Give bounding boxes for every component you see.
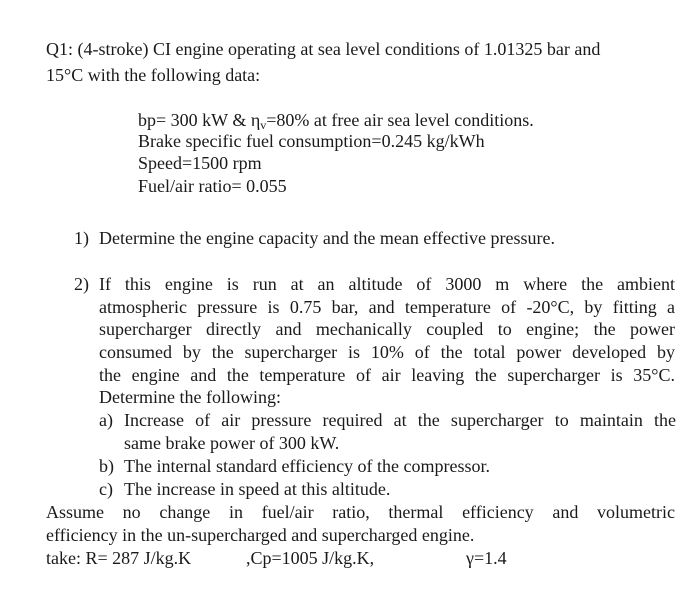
constants-gamma: γ=1.4 bbox=[466, 548, 507, 568]
part2-line-3: supercharger directly and mechanically coupled to engine; the power bbox=[99, 319, 675, 339]
sub-item-a-line-2: same brake power of 300 kW. bbox=[124, 433, 340, 453]
part2-line-1: If this engine is run at an altitude of 3000 m where the ambient bbox=[99, 274, 675, 294]
part2-line-6: Determine the following: bbox=[99, 387, 281, 407]
question-title-line-2: 15°C with the following data: bbox=[46, 65, 261, 85]
sub-item-a-line-1: Increase of air pressure required at the supercharger to maintain the bbox=[124, 410, 676, 430]
given-fuel-air-ratio: Fuel/air ratio= 0.055 bbox=[138, 176, 287, 196]
part1-text: Determine the engine capacity and the mean effective pressure. bbox=[99, 228, 555, 248]
part2-line-4: consumed by the supercharger is 10% of the total power developed by bbox=[99, 342, 675, 362]
given-speed: Speed=1500 rpm bbox=[138, 153, 262, 173]
sub-item-b-label: b) bbox=[99, 456, 114, 476]
constants-gas-constant: take: R= 287 J/kg.K bbox=[46, 548, 192, 568]
constants-cp: ,Cp=1005 J/kg.K, bbox=[246, 548, 375, 568]
question-title-line-1: Q1: (4-stroke) CI engine operating at sea level conditions of 1.01325 bar and bbox=[46, 39, 601, 59]
given-bsfc: Brake specific fuel consumption=0.245 kg/kWh bbox=[138, 131, 485, 151]
assumption-line-2: efficiency in the un-supercharged and supercharged engine. bbox=[46, 525, 475, 545]
part2-line-5: the engine and the temperature of air leaving the supercharger is 35°C. bbox=[99, 365, 675, 385]
part2-line-2: atmospheric pressure is 0.75 bar, and temperature of -20°C, by fitting a bbox=[99, 297, 675, 317]
part1-number: 1) bbox=[74, 228, 89, 248]
sub-item-c-line-1: The increase in speed at this altitude. bbox=[124, 479, 391, 499]
assumption-line-1: Assume no change in fuel/air ratio, thermal efficiency and volumetric bbox=[46, 502, 675, 522]
given-brake-power-suffix: =80% at free air sea level conditions. bbox=[266, 110, 534, 130]
part2-number: 2) bbox=[74, 274, 89, 294]
sub-item-b-line-1: The internal standard efficiency of the compressor. bbox=[124, 456, 491, 476]
given-brake-power-prefix: bp= 300 kW & η bbox=[138, 110, 261, 130]
sub-item-a-label: a) bbox=[99, 410, 113, 430]
sub-item-c-label: c) bbox=[99, 479, 113, 499]
given-brake-power-subscript: v bbox=[260, 118, 267, 132]
